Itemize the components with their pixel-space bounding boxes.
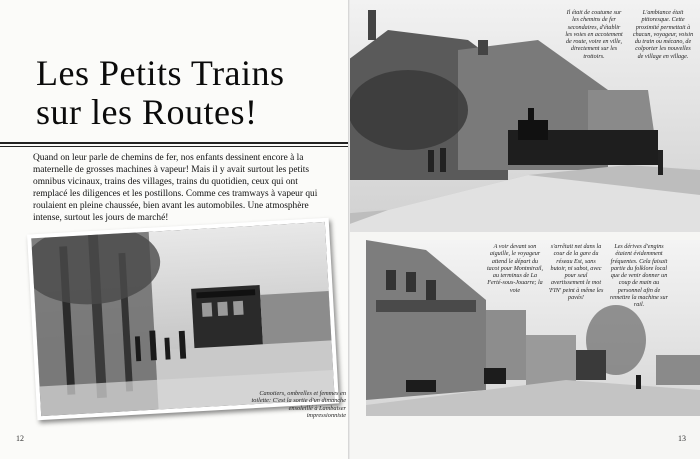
top-text-col-2: L'ambiance était pittoresque. Cette proximité permettait à chacun, voyageur, voisin du train ou mécano, de colporter les nouvelles de village en village. xyxy=(632,10,694,60)
title-line-1: Les Petits Trains xyxy=(36,53,285,93)
mid-text-col-2: s'arrêtait net dans la cour de la gare du réseau Est, sans butoir, ni sabot, avec pour seul avertissement le mot 'FIN' peint à même les pavés! xyxy=(548,244,604,302)
mid-text-col-3: Les dérives d'engins étaient évidemment fréquentes. Cela faisait partie du folklore local que de venir donner un coup de main au personnel afin de remettre la machine sur rail. xyxy=(610,244,668,309)
page-number-left: 12 xyxy=(16,434,24,443)
page-title xyxy=(36,54,336,132)
intro-paragraph: Quand on leur parle de chemins de fer, nos enfants dessinent encore à la maternelle de grosses machines à vapeur! Mais il y avait surtout les petits omnibus vicinaux, trains des villages, trains du quotidien, ceux qui ont remplacé les diligences et les postillons. Comme ces tramways à vapeur qui roulaient en pleine chaussée, bien avant les automobiles. Une atmosphère intense, surtout les jours de marché! xyxy=(33,153,318,224)
title-line-2: sur les Routes! xyxy=(36,92,258,132)
title-rule xyxy=(0,142,350,144)
photo-caption: Canotiers, ombrelles et femmes en toilette: C'est la sortie d'un dimanche ensoleillé à Lambaiser impressionniste xyxy=(251,390,346,420)
mid-text-col-1: A voir devant son aiguille, le voyageur attend le départ du tacot pour Montmirail, au terminus de La Ferté-sous-Jouarre; la voie xyxy=(486,244,544,294)
top-text-col-1: Il était de coutume sur les chemins de fer secondaires, d'établir les voies en accotement de route, voire en ville, directement sur les trottoirs. xyxy=(565,10,623,60)
right-page xyxy=(350,0,700,459)
tram-street-photo xyxy=(31,222,334,416)
page-number-right: 13 xyxy=(678,434,686,443)
